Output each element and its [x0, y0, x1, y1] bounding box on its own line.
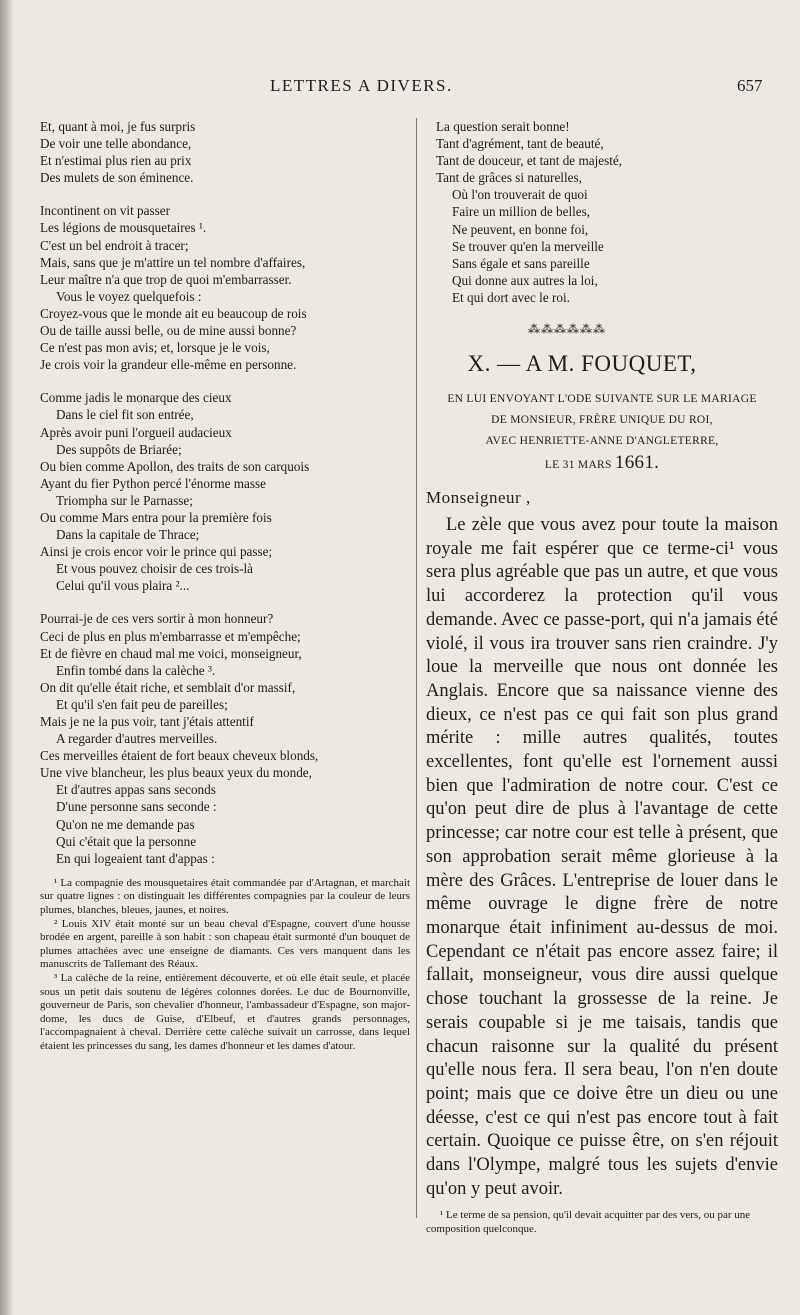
verse-line: Ou bien comme Apollon, des traits de son carquois	[40, 458, 310, 474]
verse-line: Qui donne aux autres la loi,	[452, 272, 598, 288]
letter-subtitle-1: EN LUI ENVOYANT L'ODE SUIVANTE SUR LE MARIAGE	[447, 393, 757, 406]
section-ornament: ⁂⁂⁂⁂⁂⁂	[528, 322, 606, 337]
verse-line: A regarder d'autres merveilles.	[56, 731, 218, 747]
verse-line: Ce n'est pas mon avis; et, lorsque je le vois,	[40, 340, 270, 356]
verse-line: Faire un million de belles,	[452, 204, 591, 220]
verse-line: Enfin tombé dans la calèche ³.	[56, 662, 216, 678]
right-footnote: ¹ Le terme de sa pension, qu'il devait acquitter par des vers, ou par une composition quelconque.	[426, 1209, 751, 1236]
column-divider	[416, 118, 417, 1218]
verse-line: Tant d'agrément, tant de beauté,	[436, 136, 604, 152]
verse-line: D'une personne sans seconde :	[56, 799, 217, 815]
stanza-gap	[40, 186, 410, 202]
letter-body: Le zèle que vous avez pour toute la maison royale me fait espérer que ce terme-ci¹ vous sera plus agréable que pas un autre, et que vous lui accorderez la protection qu'il vous demande. Avec ce passe-port, qui n'a jamais été violé, il vous ira trouver sans rien craindre. J'y loue la merveille que nous ont donnée les Anglais. Encore que sa naissance vienne des dieux, ce n'est pas ce qui fait son plus grand mérite : mille autres qualités, toutes excellentes, font qu'elle est l'ornement aussi bien que l'admiration de notre cour. C'est ce qu'on peut dire de plus à l'avantage de cette princesse; car notre cour est telle à présent, que son approbation serait même glorieuse à la mère des Grâces. L'entreprise de louer dans le même ouvrage le digne frère de notre monarque était infiniment au-dessus de moi. Cependant ce n'était pas encore assez faire; il fallait, monseigneur, vous dire aussi quelque chose touchant la grossesse de la reine. Je serais coupable si je me taisais, tandis que chacun raisonne sur la qualité du présent qu'elle nous fera. Il sera beau, l'on n'en doute point; mais que ce doive être un dieu ou une déesse, c'est ce qui n'est pas encore tout à fait certain. Quoique ce puisse être, on s'en réjouit dans l'Olympe, malgré tous les sujets d'envie qu'on y peut avoir.	[426, 515, 778, 1199]
verse-line: Ou comme Mars entra pour la première fois	[40, 509, 272, 525]
verse-line: Et n'estimai plus rien au prix	[40, 153, 192, 169]
letter-date-prefix: LE 31 MARS	[544, 459, 612, 472]
verse-line: Et vous pouvez choisir de ces trois-là	[56, 561, 254, 577]
verse-line: Mais je ne la pus voir, tant j'étais attentif	[40, 714, 254, 729]
verse-line: Sans égale et sans pareille	[452, 255, 590, 271]
verse-line: Tant de grâces si naturelles,	[436, 170, 582, 186]
page-gutter-shadow	[0, 0, 14, 1315]
stanza-gap	[40, 373, 410, 389]
letter-subtitle-3: AVEC HENRIETTE-ANNE D'ANGLETERRE,	[485, 435, 719, 448]
verse-line: Je crois voir la grandeur elle-même en personne.	[40, 357, 297, 373]
verse-line: Dans la capitale de Thrace;	[56, 527, 200, 543]
verse-line: Vous le voyez quelquefois :	[56, 288, 202, 304]
stanza-gap	[40, 594, 410, 610]
verse-line: Incontinent on vit passer	[40, 203, 171, 219]
verse-line: Triompha sur le Parnasse;	[56, 492, 193, 508]
page-number: 657	[737, 76, 763, 95]
verse-line: Se trouver qu'en la merveille	[452, 238, 604, 254]
verse-line: Qui c'était que la personne	[56, 833, 197, 849]
verse-line: Une vive blancheur, les plus beaux yeux du monde,	[40, 765, 312, 781]
verse-line: Où l'on trouverait de quoi	[452, 187, 588, 203]
letter-date	[426, 452, 778, 474]
right-poem	[426, 118, 778, 306]
verse-line: Croyez-vous que le monde ait eu beaucoup de rois	[40, 305, 307, 321]
verse-line: Des mulets de son éminence.	[40, 170, 194, 186]
verse-line: Dans le ciel fit son entrée,	[56, 407, 194, 423]
verse-line: Et qui dort avec le roi.	[452, 289, 570, 305]
letter-title: X. — A M. FOUQUET,	[467, 351, 697, 377]
verse-line: Ainsi je crois encor voir le prince qui passe;	[40, 544, 273, 560]
footnote: ¹ La compagnie des mousquetaires était commandée par d'Artagnan, et marchait sur quatre lignes : on distinguait les différentes compagnies par la couleur de leurs plumes, blanches, bleues, jaunes, et noires.	[40, 876, 410, 917]
verse-line: Et, quant à moi, je fus surpris	[40, 119, 196, 134]
verse-line: Leur maître n'a que trop de quoi m'embarrasser.	[40, 271, 292, 287]
verse-line: Comme jadis le monarque des cieux	[40, 390, 232, 406]
footnote: ³ La calèche de la reine, entièrement découverte, et où elle était seule, et placée sous un petit dais soutenu de légères colonnes dorées. Le duc de Bournonville, gouverneur de Paris, son chevalier d'honneur, l'ambassadeur d'Espagne, son major-dome, les ducs de Guise, d'Elbeuf, et d'autres grands personnages, l'accompagnaient à cheval. Derrière cette calèche suivait un carrosse, dans lequel étaient les princesses du sang, les dames d'honneur et les dames d'atour.	[40, 972, 410, 1052]
verse-line: De voir une telle abondance,	[40, 136, 192, 152]
verse-line: Celui qu'il vous plaira ²...	[56, 578, 190, 594]
left-footnotes	[40, 877, 410, 1054]
left-poem	[40, 118, 410, 867]
letter-subtitle-2: DE MONSIEUR, FRÈRE UNIQUE DU ROI,	[491, 414, 713, 427]
letter-date-year: 1661.	[614, 452, 660, 474]
verse-line: Qu'on ne me demande pas	[56, 816, 195, 832]
footnote: ² Louis XIV était monté sur un beau cheval d'Espagne, couvert d'une housse brodée en argent, pareille à son habit : son chapeau était surmonté d'un bouquet de plumes attachées avec une enseigne de diamants. Ces vers manquent dans les manuscrits de Tallemant des Réaux.	[40, 917, 410, 971]
verse-line: C'est un bel endroit à tracer;	[40, 237, 189, 253]
verse-line: Des suppôts de Briarée;	[56, 441, 182, 457]
verse-line: Les légions de mousquetaires ¹.	[40, 220, 207, 236]
verse-line: Ou de taille aussi belle, ou de mine aussi bonne?	[40, 323, 297, 339]
verse-line: Ceci de plus en plus m'embarrasse et m'empêche;	[40, 628, 301, 644]
verse-line: Ne peuvent, en bonne foi,	[452, 221, 589, 237]
verse-line: En qui logeaient tant d'appas :	[56, 850, 215, 866]
verse-line: Et d'autres appas sans seconds	[56, 782, 216, 798]
page-header	[0, 76, 800, 98]
verse-line: Pourrai-je de ces vers sortir à mon honneur?	[40, 611, 274, 627]
verse-line: Après avoir puni l'orgueil audacieux	[40, 424, 232, 440]
verse-line: Ces merveilles étaient de fort beaux cheveux blonds,	[40, 748, 319, 764]
verse-line: On dit qu'elle était riche, et semblait d'or massif,	[40, 679, 296, 695]
salutation: Monseigneur ,	[426, 488, 531, 508]
verse-line: La question serait bonne!	[436, 119, 570, 134]
verse-line: Mais, sans que je m'attire un tel nombre d'affaires,	[40, 254, 306, 270]
verse-line: Et qu'il s'en fait peu de pareilles;	[56, 696, 228, 712]
verse-line: Tant de douceur, et tant de majesté,	[436, 153, 623, 169]
right-column	[426, 118, 778, 1237]
verse-line: Ayant du fier Python percé l'énorme masse	[40, 475, 267, 491]
verse-line: Et de fièvre en chaud mal me voici, monseigneur,	[40, 645, 302, 661]
running-title: LETTRES A DIVERS.	[270, 76, 453, 95]
left-column	[40, 118, 410, 1054]
